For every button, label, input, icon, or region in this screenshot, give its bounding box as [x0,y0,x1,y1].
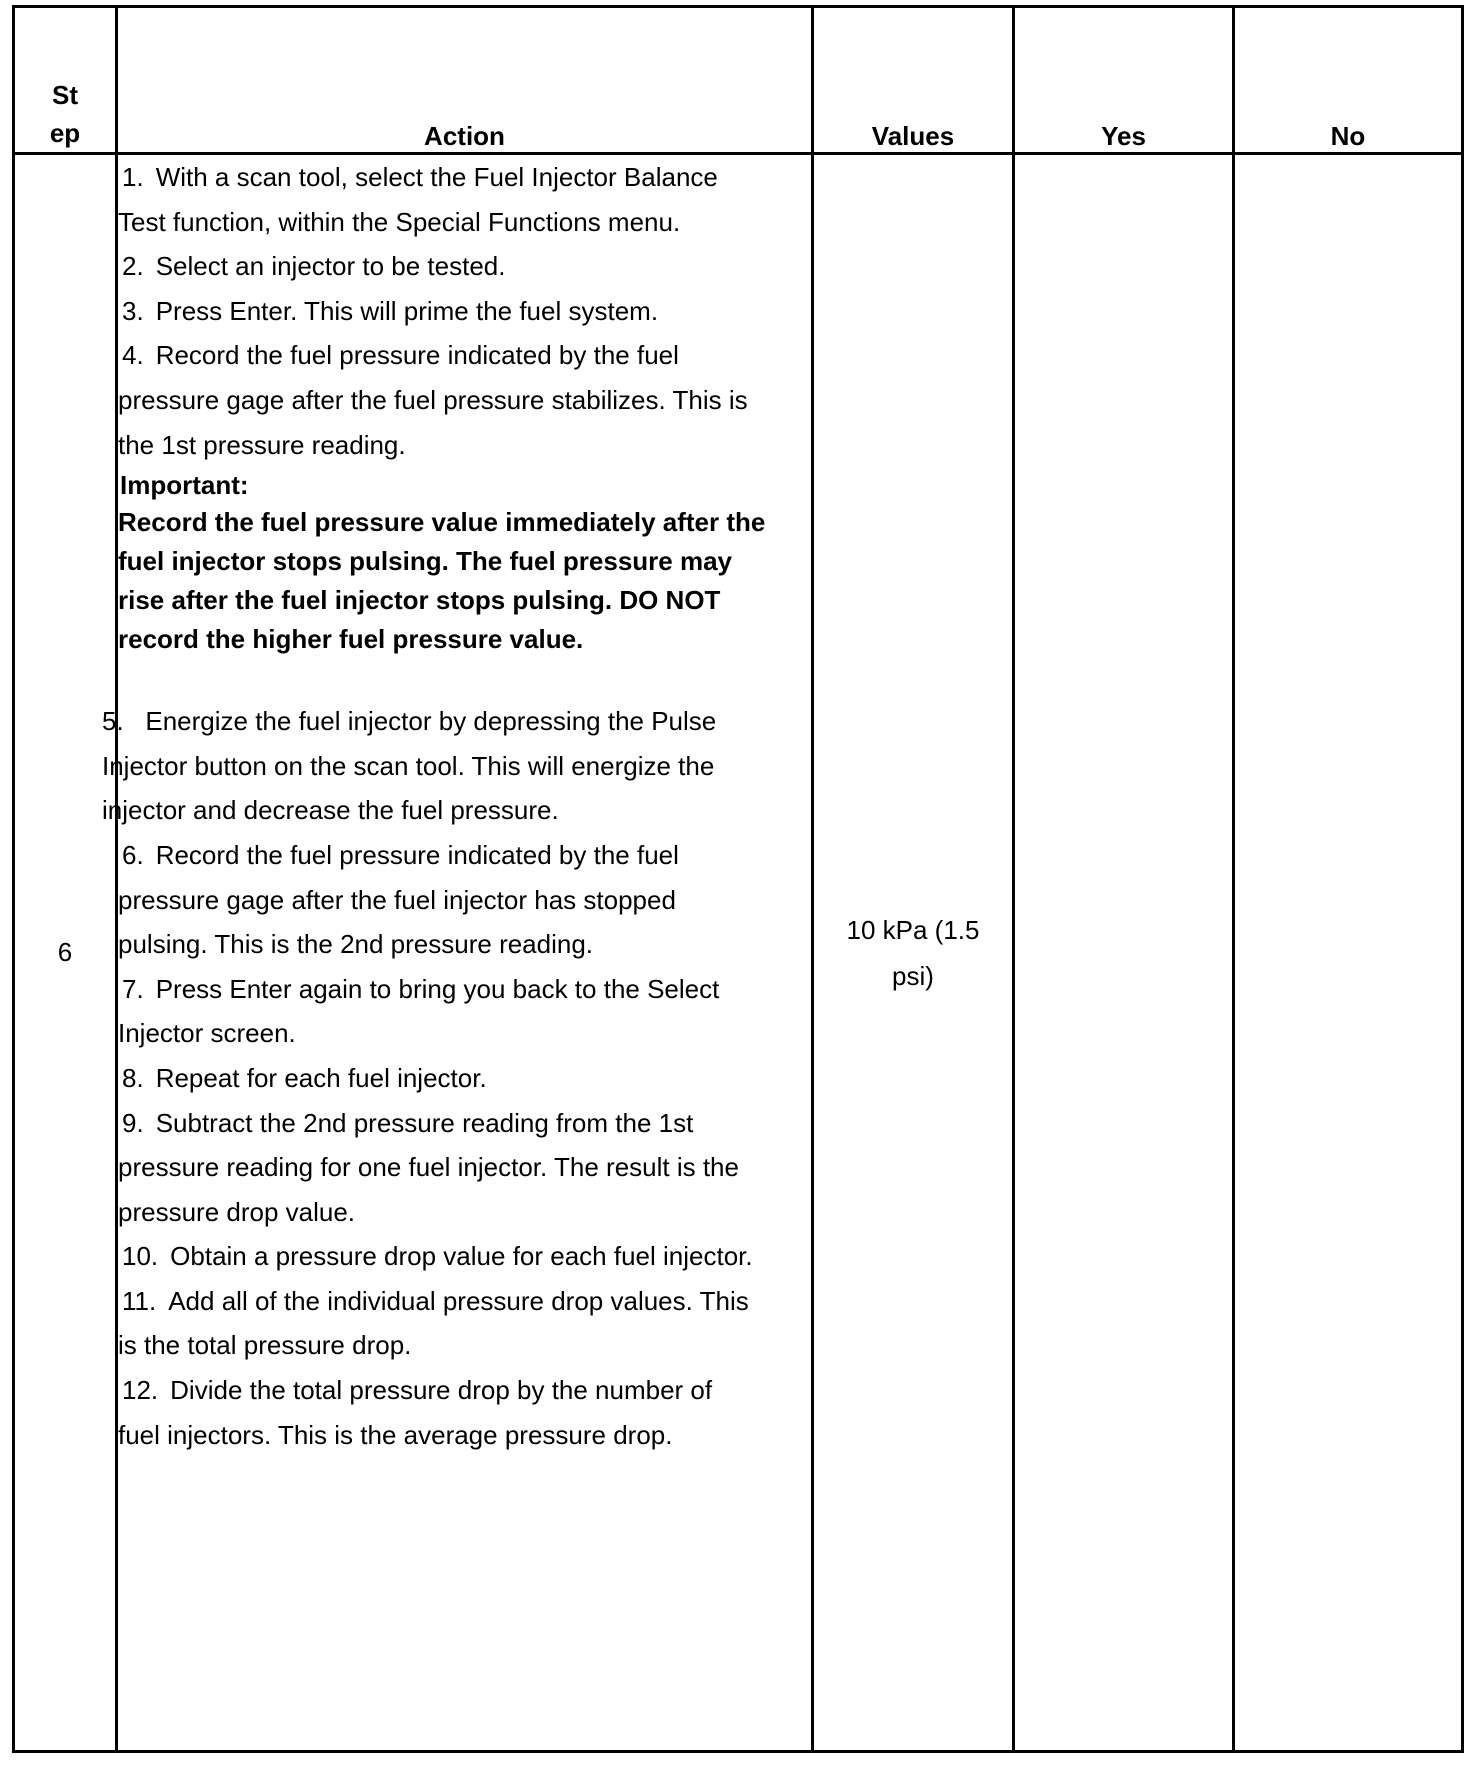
item-number: 3. [122,295,144,326]
item-text: Add all of the individual pressure drop values. This is the total pressure drop. [118,1285,749,1361]
values-text: 10 kPa (1.5 psi) [846,914,980,991]
list-item [118,333,811,467]
header-values: Values [813,7,1014,154]
item-number: 9. [122,1107,144,1138]
important-title: Important: [120,470,249,501]
list-item [118,244,811,289]
item-text: Press Enter. This will prime the fuel system. [155,295,659,326]
item-number: 11. [122,1285,157,1316]
header-step [14,7,117,154]
item-text: Repeat for each fuel injector. [155,1062,487,1093]
item-text: Select an injector to be tested. [155,251,506,282]
table-row [14,154,1463,1752]
header-row [14,7,1463,154]
item-number: 6. [122,839,144,870]
procedure-table [12,5,1464,1753]
item-number: 12. [122,1375,159,1406]
header-action: Action [117,7,813,154]
item-text: Obtain a pressure drop value for each fuel injector. [170,1241,753,1272]
item-text: Subtract the 2nd pressure reading from the 1st pressure reading for one fuel injector. The result is the pressure drop value. [118,1107,739,1227]
item-text: Press Enter again to bring you back to the Select Injector screen. [118,973,720,1049]
list-item [118,1101,811,1235]
item-text: Divide the total pressure drop by the number of fuel injectors. This is the average pressure drop. [118,1375,713,1450]
list-item [102,699,811,833]
header-step-line2: ep [49,118,81,148]
item-text: Record the fuel pressure indicated by the fuel pressure gage after the fuel injector has stopped pulsing. This is the 2nd pressure reading. [118,839,679,960]
item-number: 4. [122,340,144,371]
yes-cell [1014,154,1234,1752]
list-item [118,1234,811,1279]
list-item [118,1056,811,1101]
item-text: Energize the fuel injector by depressing the Pulse Injector button on the scan tool. This will energize the injector and decrease the fuel pressure. [102,706,717,826]
item-number: 1. [122,162,144,192]
item-text: With a scan tool, select the Fuel Injector Balance Test function, within the Special Functions menu. [118,162,718,237]
item-text: Record the fuel pressure indicated by the fuel pressure gage after the fuel pressure stabilizes. This is the 1st pressure reading. [118,340,748,460]
item-number: 5. [102,706,124,737]
list-item [118,289,811,334]
item-number: 10. [122,1241,159,1272]
header-yes: Yes [1014,7,1234,154]
item-number: 7. [122,973,144,1004]
values-cell [813,154,1014,1752]
list-item [118,967,811,1056]
header-no: No [1234,7,1463,154]
header-step-line1: St [52,80,78,110]
list-item [118,833,811,967]
item-number: 2. [122,251,144,282]
list-item [118,1368,811,1457]
action-cell [102,154,813,1752]
step-number: 6 [14,154,117,1752]
item-number: 8. [122,1062,144,1093]
list-item [118,155,811,244]
no-cell [1234,154,1463,1752]
list-item [118,1279,811,1368]
important-text: Record the fuel pressure value immediately after the fuel injector stops pulsing. The fuel pressure may rise after the fuel injector stops pulsing. DO NOT record the higher fuel pressure value. [118,507,766,655]
